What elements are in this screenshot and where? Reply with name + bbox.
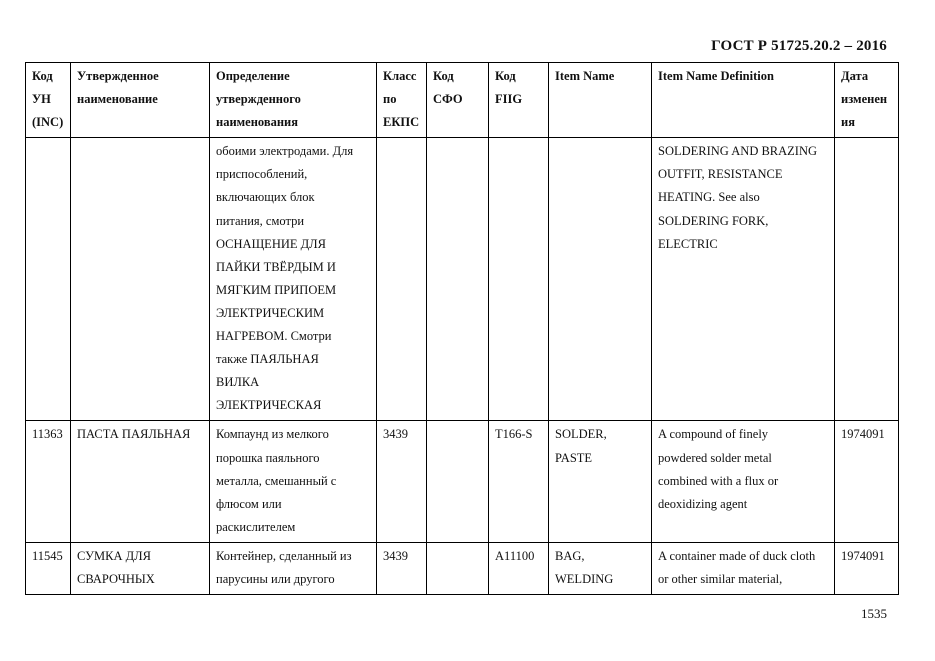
cell-class: 3439 xyxy=(377,542,427,594)
cell-fiig: A11100 xyxy=(489,542,549,594)
cell-fiig xyxy=(489,138,549,421)
cell-date: 1974091 xyxy=(835,421,899,542)
table-header-row xyxy=(26,63,899,138)
cell-class xyxy=(377,138,427,421)
classification-table xyxy=(25,62,899,595)
column-header-approved-name: Утвержденное наименование xyxy=(71,63,210,138)
column-header-sfo: Код СФО xyxy=(427,63,489,138)
cell-fiig: T166-S xyxy=(489,421,549,542)
column-header-inc: Код УН (INC) xyxy=(26,63,71,138)
column-header-item-name: Item Name xyxy=(549,63,652,138)
cell-date: 1974091 xyxy=(835,542,899,594)
cell-inc: 11363 xyxy=(26,421,71,542)
cell-item-name: BAG, WELDING xyxy=(549,542,652,594)
cell-approved-name xyxy=(71,138,210,421)
cell-class: 3439 xyxy=(377,421,427,542)
column-header-class: Класс по ЕКПС xyxy=(377,63,427,138)
cell-sfo xyxy=(427,138,489,421)
cell-sfo xyxy=(427,421,489,542)
table-row xyxy=(26,421,899,542)
document-standard-header: ГОСТ Р 51725.20.2 – 2016 xyxy=(711,38,887,54)
cell-item-definition: A compound of finely powdered solder metal combined with a flux or deoxidizing agent xyxy=(652,421,835,542)
cell-definition: Компаунд из мелкого порошка паяльного металла, смешанный с флюсом или раскислителем xyxy=(210,421,377,542)
column-header-date: Дата изменен ия xyxy=(835,63,899,138)
table-row xyxy=(26,542,899,594)
cell-approved-name: ПАСТА ПАЯЛЬНАЯ xyxy=(71,421,210,542)
cell-item-definition: A container made of duck cloth or other similar material, xyxy=(652,542,835,594)
column-header-definition: Определение утвержденного наименования xyxy=(210,63,377,138)
cell-sfo xyxy=(427,542,489,594)
page-number: 1535 xyxy=(861,606,887,621)
cell-definition: Контейнер, сделанный из парусины или другого xyxy=(210,542,377,594)
column-header-fiig: Код FIIG xyxy=(489,63,549,138)
table-row xyxy=(26,138,899,421)
cell-definition: обоими электродами. Для приспособлений, включающих блок питания, смотри ОСНАЩЕНИЕ ДЛЯ ПАЙКИ ТВЁРДЫМ И МЯГКИМ ПРИПОЕМ ЭЛЕКТРИЧЕСКИМ НАГРЕВОМ. Смотри также ПАЯЛЬНАЯ ВИЛКА ЭЛЕКТРИЧЕСКАЯ xyxy=(210,138,377,421)
cell-approved-name: СУМКА ДЛЯ СВАРОЧНЫХ xyxy=(71,542,210,594)
cell-inc xyxy=(26,138,71,421)
column-header-item-definition: Item Name Definition xyxy=(652,63,835,138)
cell-date xyxy=(835,138,899,421)
cell-item-name xyxy=(549,138,652,421)
cell-inc: 11545 xyxy=(26,542,71,594)
cell-item-name: SOLDER, PASTE xyxy=(549,421,652,542)
cell-item-definition: SOLDERING AND BRAZING OUTFIT, RESISTANCE HEATING. See also SOLDERING FORK, ELECTRIC xyxy=(652,138,835,421)
